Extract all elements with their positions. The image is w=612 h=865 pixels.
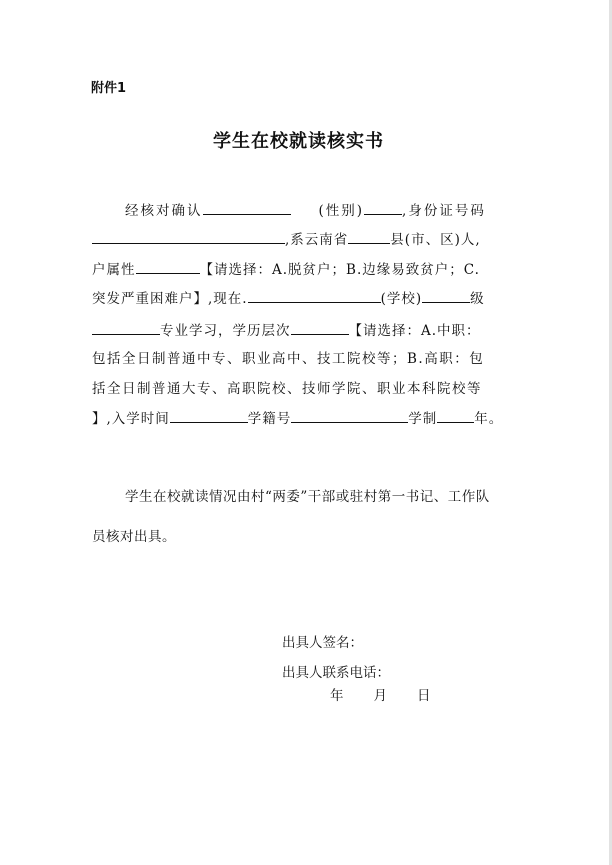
body-line-8 — [92, 408, 503, 429]
page-title: 学生在校就读核实书 — [213, 131, 384, 152]
body-line-7: 括全日制普通大专、高职院校、技师学院、职业本科院校等 — [92, 381, 482, 397]
household-label: 户属性 — [92, 262, 136, 278]
duration-unit: 年。 — [474, 411, 504, 427]
month-label: 月 — [373, 688, 387, 704]
date-line — [330, 686, 431, 706]
student-id-label: 学籍号 — [247, 411, 292, 427]
school-label: (学校) — [380, 291, 423, 307]
body-line-5 — [92, 320, 481, 341]
enroll-time-label: 】,入学时间 — [92, 411, 170, 427]
county-label: 县(市、区)人, — [390, 232, 481, 248]
note-line-2: 员核对出具。 — [92, 529, 176, 545]
duration-blank[interactable] — [437, 408, 474, 423]
grade-blank[interactable] — [422, 288, 470, 303]
id-number-label: ,身份证号码 — [402, 203, 486, 219]
enroll-time-blank[interactable] — [170, 408, 248, 423]
signer-label: 出具人签名： — [282, 635, 363, 651]
note-line-1: 学生在校就读情况由村“两委”干部或驻村第一书记、工作队 — [125, 489, 490, 505]
level-options-1: 【请选择：A.中职： — [348, 323, 481, 339]
student-id-blank[interactable] — [291, 408, 408, 423]
province-label: ,系云南省 — [285, 232, 349, 248]
hardship-option: 突发严重困难户】,现在. — [92, 291, 248, 307]
level-blank[interactable] — [291, 320, 349, 335]
body-line-4 — [92, 288, 485, 309]
body-line-1 — [125, 200, 486, 221]
school-blank[interactable] — [248, 288, 381, 303]
name-blank[interactable] — [203, 200, 291, 215]
body-line-3 — [92, 259, 480, 280]
gender-blank[interactable] — [364, 200, 402, 215]
id-number-blank[interactable] — [92, 229, 285, 244]
household-blank[interactable] — [136, 259, 200, 274]
major-blank[interactable] — [92, 320, 160, 335]
attachment-label: 附件1 — [91, 81, 127, 96]
day-label: 日 — [417, 688, 431, 704]
gender-label: (性别) — [318, 203, 365, 219]
county-blank[interactable] — [348, 229, 390, 244]
year-label: 年 — [330, 688, 344, 704]
grade-label: 级 — [470, 291, 485, 307]
body-line-6: 包括全日制普通中专、职业高中、技工院校等；B.高职：包 — [92, 351, 485, 367]
duration-label: 学制 — [408, 411, 438, 427]
verify-label: 经核对确认 — [125, 203, 203, 219]
major-label: 专业学习，学历层次 — [160, 323, 291, 339]
phone-label: 出具人联系电话： — [282, 665, 390, 681]
body-line-2 — [92, 229, 481, 250]
household-options: 【请选择：A.脱贫户；B.边缘易致贫户；C. — [199, 262, 480, 278]
